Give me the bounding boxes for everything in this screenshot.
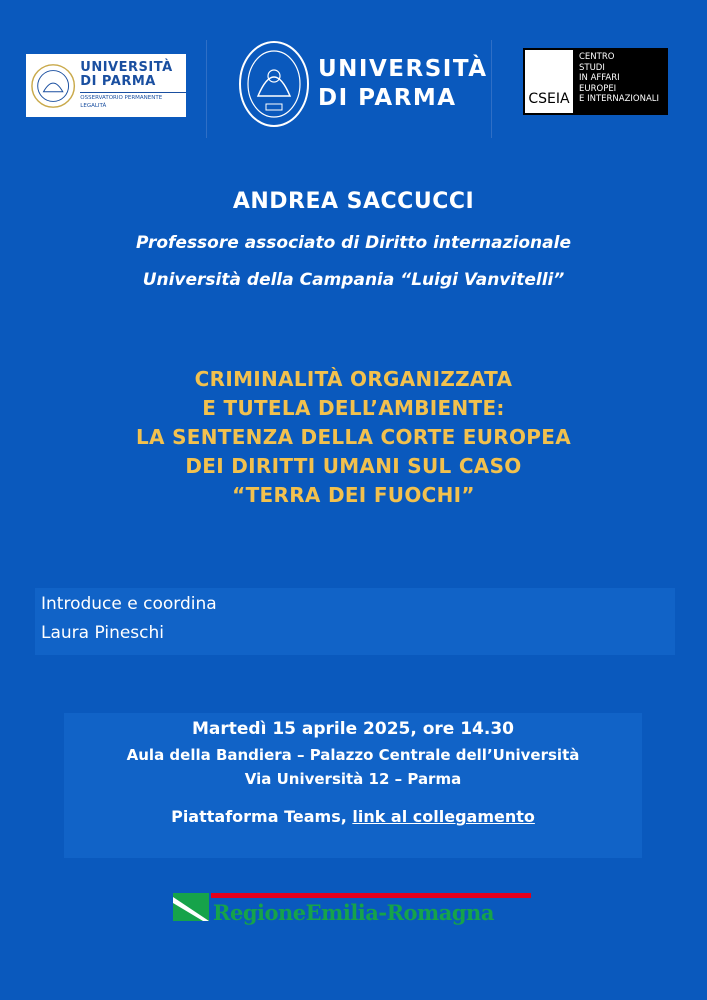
title-line: DEI DIRITTI UMANI SUL CASO <box>185 454 522 478</box>
event-platform <box>64 807 642 826</box>
center-logo-line1: UNIVERSITÀ <box>318 56 488 82</box>
center-logo-univ-parma <box>238 40 488 128</box>
center-logo-line2: DI PARMA <box>318 85 457 111</box>
right-logo-cseia <box>523 48 668 115</box>
speaker-name: ANDREA SACCUCCI <box>232 189 475 214</box>
regione-emilia-romagna-logo <box>173 893 531 927</box>
teams-link[interactable]: link al collegamento <box>352 807 535 826</box>
university-seal-icon <box>30 62 76 110</box>
left-logo-line1: UNIVERSITÀ <box>80 60 173 75</box>
title-line: LA SENTENZA DELLA CORTE EUROPEA <box>135 425 572 449</box>
event-address: Via Università 12 – Parma <box>244 770 462 788</box>
header-divider <box>491 40 492 138</box>
university-seal-icon <box>238 40 310 128</box>
region-name: RegioneEmilia-Romagna <box>213 900 494 925</box>
cseia-acronym: CSEIA <box>523 48 575 115</box>
event-venue: Aula della Bandiera – Palazzo Centrale dell’Università <box>126 746 580 764</box>
platform-prefix: Piattaforma Teams, <box>171 807 353 826</box>
title-line: “TERRA DEI FUOCHI” <box>232 483 475 507</box>
header-divider <box>206 40 207 138</box>
region-red-bar <box>211 893 531 898</box>
speaker-affiliation: Università della Campania “Luigi Vanvitelli” <box>142 270 565 290</box>
left-logo-univ-parma-osservatorio <box>26 54 186 117</box>
left-logo-line2: DI PARMA <box>80 74 156 89</box>
intro-box <box>35 588 675 655</box>
title-line: E TUTELA DELL’AMBIENTE: <box>202 396 505 420</box>
title-line: CRIMINALITÀ ORGANIZZATA <box>194 367 513 391</box>
left-logo-subtitle: OSSERVATORIO PERMANENTE LEGALITÀ <box>80 92 186 110</box>
intro-person: Laura Pineschi <box>41 623 165 643</box>
region-flag-icon <box>173 893 209 921</box>
lecture-title <box>0 365 707 510</box>
cseia-full-name: CENTRO STUDI IN AFFARI EUROPEI E INTERNAZIONALI <box>579 52 660 104</box>
event-datetime: Martedì 15 aprile 2025, ore 14.30 <box>191 719 515 739</box>
speaker-role: Professore associato di Diritto internazionale <box>136 233 571 253</box>
intro-label: Introduce e coordina <box>41 594 217 614</box>
event-details-box <box>64 713 642 858</box>
